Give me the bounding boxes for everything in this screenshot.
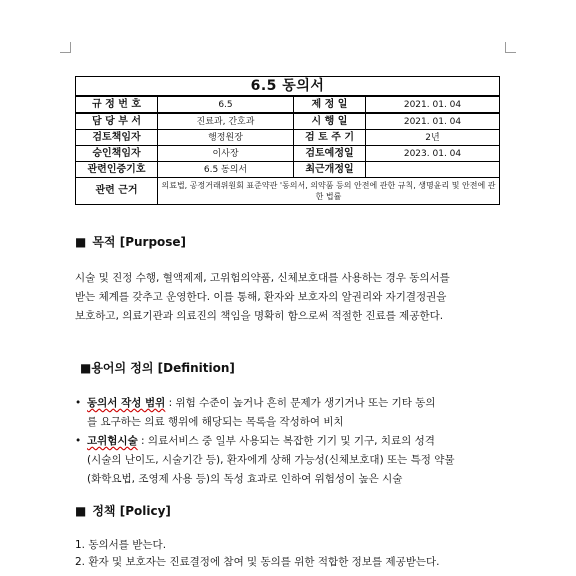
value-effective-date: 2021. 01. 04 [366, 113, 500, 130]
definition-text: (시술의 난이도, 시술기간 등), 환자에게 상해 가능성(신체보호대) 또는 특정 약물 [87, 454, 455, 466]
purpose-heading-text: 목적 [Purpose] [92, 235, 187, 249]
definition-text: : 위험 수준이 높거나 흔히 문제가 생기거나 또는 기타 동의 [165, 397, 436, 409]
list-item [75, 394, 499, 432]
black-square-icon: ■ [75, 235, 87, 249]
value-department: 진료과, 간호과 [158, 113, 294, 130]
definition-text: (화학요법, 조영제 사용 등)의 독성 효과로 인하여 위험성이 높은 시술 [87, 473, 403, 485]
label-last-revised-date: 최근개정일 [294, 162, 366, 178]
purpose-paragraph [75, 269, 499, 326]
page-corner-mark-right [505, 42, 516, 53]
label-approver: 승인책임자 [76, 146, 158, 162]
purpose-line: 보호하고, 의료기관과 의료진의 책임을 명확히 함으로써 적절한 진료를 제공한다. [75, 310, 444, 322]
definition-text: : 의료서비스 중 일부 사용되는 복잡한 기기 및 기구, 치료의 성격 [137, 435, 435, 447]
definition-term: 고위험시술 [87, 435, 138, 447]
label-next-review-date: 검토예정일 [294, 146, 366, 162]
bullet-icon: • [75, 435, 82, 447]
label-certification-code: 관련인증기호 [76, 162, 158, 178]
purpose-heading [75, 233, 186, 250]
table-row [76, 113, 500, 130]
definition-term: 동의서 작성 범위 [87, 397, 166, 409]
value-last-revised-date [366, 162, 500, 178]
label-reviewer: 검토책임자 [76, 130, 158, 146]
label-review-cycle: 검 토 주 기 [294, 130, 366, 146]
definition-list [75, 394, 499, 489]
value-related-basis: 의료법, 공정거래위원회 표준약관 '동의서, 의약품 등의 안전에 관한 규칙, 생명윤리 및 안전에 관한 법률 [158, 178, 500, 205]
label-rule-number: 규 정 번 호 [76, 96, 158, 113]
label-department: 담 당 부 서 [76, 113, 158, 130]
table-row [76, 178, 500, 205]
table-row [76, 146, 500, 162]
list-item: 1. 동의서를 받는다. [75, 539, 167, 551]
purpose-line: 받는 체계를 갖추고 운영한다. 이를 통해, 환자와 보호자의 알권리와 자기결정권을 [75, 291, 447, 303]
table-row [76, 96, 500, 113]
list-item [75, 432, 499, 489]
definition-heading: ■용어의 정의 [Definition] [80, 361, 235, 375]
label-enacted-date: 제 정 일 [294, 96, 366, 113]
value-next-review-date: 2023. 01. 04 [366, 146, 500, 162]
document-title: 6.5 동의서 [76, 77, 500, 97]
value-rule-number: 6.5 [158, 96, 294, 113]
value-approver: 이사장 [158, 146, 294, 162]
table-row [76, 130, 500, 146]
value-review-cycle: 2년 [366, 130, 500, 146]
policy-heading-text: 정책 [Policy] [92, 504, 171, 518]
black-square-icon: ■ [75, 504, 87, 518]
label-related-basis: 관련 근거 [76, 178, 158, 205]
page-corner-mark-left [60, 42, 71, 53]
policy-heading [75, 502, 171, 519]
definition-text: 를 요구하는 의료 행위에 해당되는 목록을 작성하여 비치 [87, 416, 344, 428]
table-row [76, 162, 500, 178]
list-item: 2. 환자 및 보호자는 진료결정에 참여 및 동의를 위한 적합한 정보를 제공받는다. [75, 556, 440, 568]
label-effective-date: 시 행 일 [294, 113, 366, 130]
policy-list [75, 537, 499, 571]
value-reviewer: 행정원장 [158, 130, 294, 146]
bullet-icon: • [75, 397, 82, 409]
value-certification-code: 6.5 동의서 [158, 162, 294, 178]
purpose-line: 시술 및 진정 수행, 혈액제제, 고위험의약품, 신체보호대를 사용하는 경우 동의서를 [75, 272, 450, 284]
value-enacted-date: 2021. 01. 04 [366, 96, 500, 113]
document-info-table [75, 76, 500, 205]
